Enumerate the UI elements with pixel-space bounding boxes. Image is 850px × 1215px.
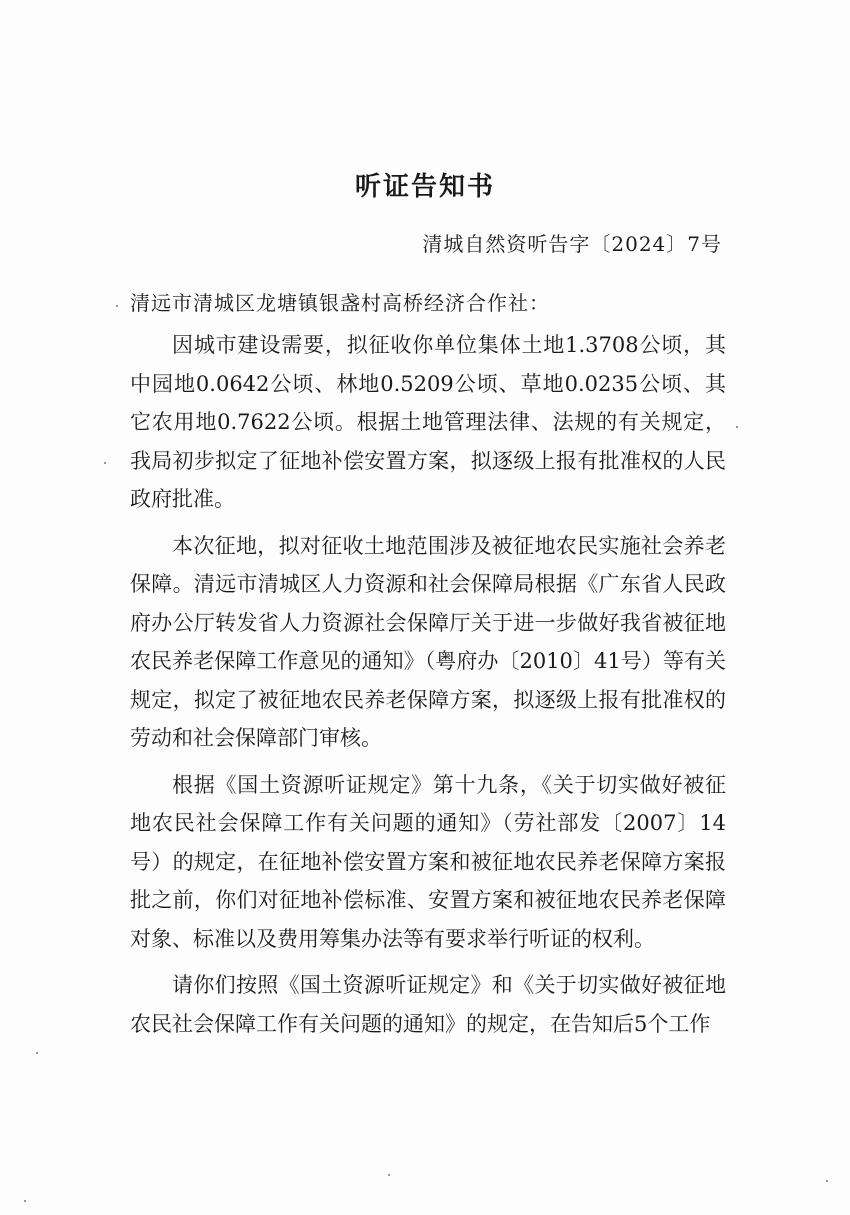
document-title: 听证告知书	[354, 172, 495, 202]
scan-speck	[104, 462, 106, 464]
addressee: 清远市清城区龙塘镇银盏村高桥经济合作社：	[130, 291, 550, 315]
scan-speck	[826, 1180, 828, 1182]
scan-speck	[736, 426, 738, 428]
scan-speck	[36, 1052, 38, 1054]
scan-speck	[388, 1174, 390, 1176]
paragraph: 请你们按照《国土资源听证规定》和《关于切实做好被征地农民社会保障工作有关问题的通知》的规定，在告知后5个工作	[130, 973, 726, 1036]
document-number: 清城自然资听告字〔2024〕7号	[422, 232, 722, 256]
paragraph: 因城市建设需要，拟征收你单位集体土地1.3708公顷，其中园地0.0642公顷、林地0.5209公顷、草地0.0235公顷、其它农用地0.7622公顷。根据土地管理法律、法规的有关规定，我局初步拟定了征地补偿安置方案，拟逐级上报有批准权的人民政府批准。	[130, 333, 726, 511]
scan-speck	[116, 305, 118, 307]
paragraph: 本次征地，拟对征收土地范围涉及被征地农民实施社会养老保障。清远市清城区人力资源和社会保障局根据《广东省人民政府办公厅转发省人力资源社会保障厅关于进一步做好我省被征地农民养老保障工作意见的通知》（粤府办〔2010〕41号）等有关规定，拟定了被征地农民养老保障方案，拟逐级上报有批准权的劳动和社会保障部门审核。	[130, 533, 726, 750]
scan-speck	[24, 1200, 26, 1202]
document-body	[130, 326, 726, 1051]
paragraph: 根据《国土资源听证规定》第十九条，《关于切实做好被征地农民社会保障工作有关问题的通知》（劳社部发〔2007〕14号）的规定，在征地补偿安置方案和被征地农民养老保障方案报批之前，你们对征地补偿标准、安置方案和被征地农民养老保障对象、标准以及费用筹集办法等有要求举行听证的权利。	[130, 772, 726, 951]
